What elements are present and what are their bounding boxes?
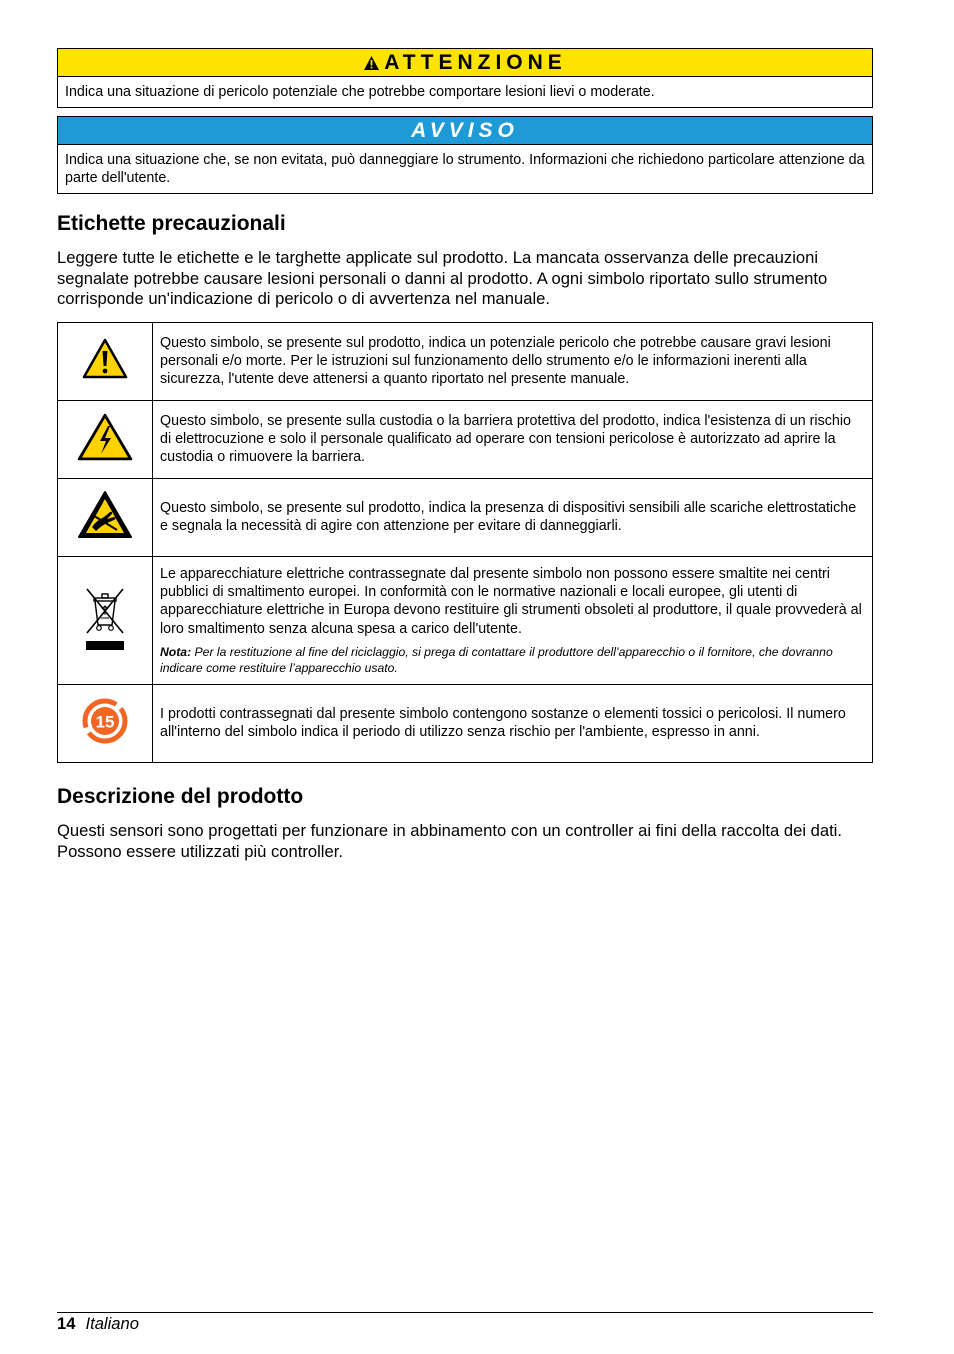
symbol-cell: [58, 400, 153, 478]
notice-box: [57, 116, 873, 194]
note-label: Nota:: [160, 644, 192, 659]
warning-triangle-icon: [363, 55, 380, 71]
table-row: [58, 400, 873, 478]
symbol-description: Questo simbolo, se presente sulla custodia o la barriera protettiva del prodotto, indica l'esistenza di un rischio di elettrocuzione e solo il personale qualificato ad operare con tensioni pericolose è autorizzato ad aprire la custodia o rimuovere la barriera.: [153, 400, 873, 478]
efup-15-icon: [81, 697, 129, 745]
footer-language: Italiano: [85, 1314, 139, 1333]
symbols-table: [57, 322, 873, 763]
symbol-description: I prodotti contrassegnati dal presente simbolo contengono sostanze o elementi tossici o pericolosi. Il numero all'interno del simbolo indica il periodo di utilizzo senza rischio per l'ambiente, espresso in anni.: [153, 684, 873, 762]
caution-box: [57, 48, 873, 108]
esd-icon: [77, 490, 133, 540]
caution-text: Indica una situazione di pericolo potenziale che potrebbe comportare lesioni lievi o moderate.: [65, 84, 655, 100]
symbol-description: Le apparecchiature elettriche contrassegnate dal presente simbolo non possono essere smaltite nei centri pubblici di smaltimento europei. In conformità con le normative nazionali e locali europee, gli utenti di apparecchiature elettriche in Europa devono restituire gli strumenti obsoleti al produttore, il quale provvederà al loro smaltimento senza alcuna spesa a carico dell'utente.: [160, 565, 862, 637]
note: [160, 644, 864, 676]
caution-title: ATTENZIONE: [384, 51, 567, 74]
product-description: Questi sensori sono progettati per funzionare in abbinamento con un controller ai fini della raccolta dei dati. Possono essere utilizzati più controller.: [57, 820, 842, 861]
labels-intro: Leggere tutte le etichette e le targhette applicate sul prodotto. La mancata osservanza delle precauzioni segnalate potrebbe causare lesioni personali o danni al prodotto. A ogni simbolo riportato sullo strumento corrisponde un'indicazione di pericolo o di avvertenza nel manuale.: [57, 248, 828, 309]
table-row: [58, 684, 873, 762]
caution-header: [58, 49, 872, 77]
notice-text: Indica una situazione che, se non evitata, può danneggiare lo strumento. Informazioni che richiedono particolare attenzione da parte dell'utente.: [65, 152, 865, 186]
page-footer: [57, 1312, 873, 1334]
symbol-cell: [58, 478, 153, 556]
table-row: [58, 322, 873, 400]
note-text: Per la restituzione al fine del riciclaggio, si prega di contattare il produttore dell’apparecchio o il fornitore, che dovranno indicare come restituire l’apparecchio usato.: [160, 644, 833, 675]
symbol-description: Questo simbolo, se presente sul prodotto, indica la presenza di dispositivi sensibili alle scariche elettrostatiche e segnala la necessità di agire con attenzione per evitare di danneggiarli.: [153, 478, 873, 556]
symbol-description: Questo simbolo, se presente sul prodotto, indica un potenziale pericolo che potrebbe causare gravi lesioni personali e/o morte. Per le istruzioni sul funzionamento dello strumento e/o le informazioni inerenti alla sicurezza, l'utente deve attenersi a quanto riportato nel presente manuale.: [153, 322, 873, 400]
weee-crossed-bin-icon: [81, 585, 129, 651]
symbol-cell: [58, 556, 153, 684]
page-number: 14: [57, 1314, 76, 1333]
table-row: [58, 556, 873, 684]
symbol-cell: [58, 684, 153, 762]
efup-number: 15: [95, 712, 115, 732]
symbol-cell: [58, 322, 153, 400]
general-warning-icon: [82, 338, 128, 380]
page-content: [57, 48, 873, 874]
notice-title: AVVISO: [411, 119, 519, 142]
table-row: [58, 478, 873, 556]
section-heading-product: Descrizione del prodotto: [57, 784, 304, 808]
notice-header: [58, 117, 872, 145]
section-heading-labels: Etichette precauzionali: [57, 212, 286, 235]
symbol-description-cell: [153, 556, 873, 684]
electric-shock-icon: [77, 413, 133, 461]
